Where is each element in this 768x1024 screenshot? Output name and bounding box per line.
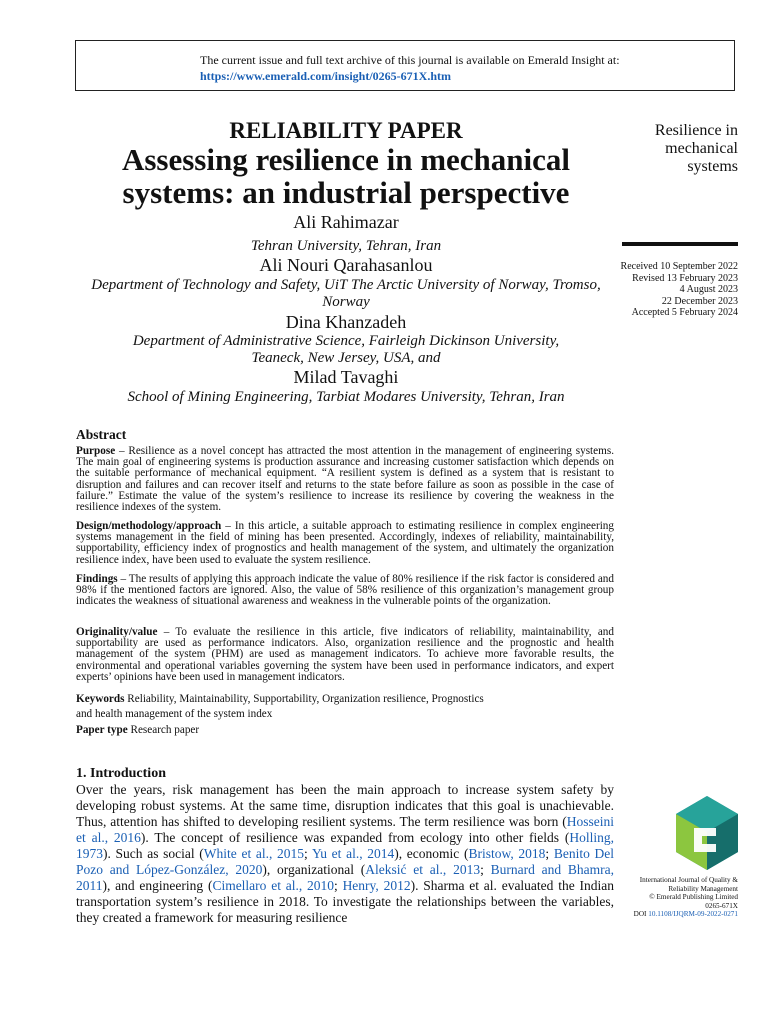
notice-text: The current issue and full text archive of this journal is available on Emerald Insight at:: [200, 53, 620, 67]
body-text: ;: [545, 846, 554, 861]
author-affiliation: Department of Technology and Safety, UiT The Arctic University of Norway, Tromso, Norway: [91, 277, 601, 310]
paper-type-text: Research paper: [127, 724, 200, 736]
date-revised: 4 August 2023: [679, 284, 738, 295]
abstract-findings: [76, 574, 614, 608]
citation-link[interactable]: Hosseini et al., 2016: [76, 814, 614, 845]
body-text: ;: [304, 846, 312, 861]
purpose-text: – Resilience as a novel concept has attracted the most attention in the management of engineering systems. The main goal of engineering systems is production assurance and increasing customer satisfaction which depends on the suitable performance of mechanical equipment. “A resilient system is defined as a system that is resistant to disruption and failures and can recover itself and returns to the state before failure as soon as possible in the case of failure.” Estimate the value of the system’s resilience to increase its resilience by covering the weakness in the resilience indexes of the system.: [76, 445, 614, 514]
body-text: ). The concept of resilience was expanded from ecology into other fields (: [140, 830, 570, 845]
journal-info: [608, 876, 738, 919]
article-dates: [600, 261, 738, 319]
journal-notice-box: [75, 40, 735, 91]
body-text: ;: [480, 862, 491, 877]
paper-title: [76, 143, 616, 209]
body-text: ). Sharma et al. evaluated the Indian transportation system’s resilience in 2018. To investigate the relationships between the variables, they created a framework for measuring resilience: [76, 878, 614, 925]
body-text: ), organizational (: [262, 862, 366, 877]
author-name: Ali Rahimazar: [293, 212, 399, 232]
abstract-originality: [76, 627, 614, 683]
issn: 0265-671X: [705, 901, 738, 910]
doi-link[interactable]: 10.1108/IJQRM-09-2022-0271: [648, 910, 738, 919]
originality-label: Originality/value: [76, 626, 158, 638]
body-text: ), economic (: [394, 846, 469, 861]
citation-link[interactable]: Burnard and Bhamra, 2011: [76, 862, 614, 893]
author-affiliation: Tehran University, Tehran, Iran: [250, 238, 442, 254]
abstract-heading: Abstract: [76, 427, 127, 442]
body-text: Over the years, risk management has been the main approach to increase system safety by developing robust systems. At the same time, disruption indicates that this goal is unachievable. Thus, attention has shifted to developing resilient systems. The term resilience was born (: [76, 782, 614, 829]
findings-label: Findings: [76, 573, 118, 585]
date-revised: 22 December 2023: [661, 295, 738, 307]
abstract-purpose: [76, 446, 614, 513]
citation-link[interactable]: White et al., 2015: [203, 846, 305, 861]
body-text: ;: [334, 878, 343, 893]
author-name: Dina Khanzadeh: [285, 312, 407, 332]
doi-line: [608, 910, 738, 919]
citation-link[interactable]: Yu et al., 2014: [311, 846, 395, 861]
publisher-copyright: © Emerald Publishing Limited: [649, 893, 738, 902]
introduction-paragraph: [76, 782, 614, 926]
findings-text: – The results of applying this approach indicate the value of 80% resilience if the risk factor is considered and 98% if the mentioned factors are ignored. Also, the value of 58% resilience of this organization’s management group indicates the weakness of situational awareness and weakness in the vulnerable points of the organization.: [76, 573, 614, 608]
purpose-label: Purpose: [76, 445, 116, 457]
author-name: Ali Nouri Qarahasanlou: [259, 255, 433, 275]
keywords-label: Keywords: [76, 693, 125, 705]
journal-name: Reliability Management: [668, 884, 738, 893]
paper-type: [76, 723, 614, 738]
running-title: Resilience in mechanical systems: [654, 122, 738, 175]
keywords: [76, 692, 496, 722]
emerald-logo-icon: [676, 796, 738, 870]
paper-type-heading: RELIABILITY PAPER: [229, 118, 463, 143]
citation-link[interactable]: Bristow, 2018: [468, 846, 546, 861]
citation-link[interactable]: Aleksić et al., 2013: [365, 862, 481, 877]
date-received: Received 10 September 2022: [620, 261, 738, 272]
citation-link[interactable]: Henry, 2012: [342, 878, 411, 893]
date-revised: Revised 13 February 2023: [632, 272, 738, 284]
body-text: ). Such as social (: [103, 846, 204, 861]
design-label: Design/methodology/approach: [76, 520, 222, 532]
citation-link[interactable]: Benito Del Pozo and López-González, 2020: [76, 846, 614, 877]
design-text: – In this article, a suitable approach to estimating resilience in complex engineering systems management in the field of mining has been presented. Accordingly, indexes of reliability, maintainability, supportability, efficiency index of prognostics and health management of the system, and ultimately the organization resilience index, have been used to evaluate the system resilience.: [76, 520, 614, 566]
title-line-1: Assessing resilience in mechanical: [121, 142, 571, 177]
citation-link[interactable]: Holling, 1973: [76, 830, 614, 861]
abstract-design: [76, 521, 614, 566]
doi-label: DOI: [633, 910, 647, 919]
section-heading-introduction: 1. Introduction: [76, 766, 166, 781]
title-line-2: systems: an industrial perspective: [122, 175, 570, 210]
author-name: Milad Tavaghi: [293, 367, 399, 387]
date-accepted: Accepted 5 February 2024: [631, 307, 738, 318]
author-affiliation: Department of Administrative Science, Fairleigh Dickinson University, Teaneck, New Jersey, USA, and: [132, 333, 560, 366]
paper-type-label: Paper type: [76, 724, 128, 736]
side-divider: [622, 242, 738, 246]
originality-text: – To evaluate the resilience in this article, five indicators of reliability, maintainability, and supportability are used as performance indicators. Also, organization resilience and the prognostic and health management of the system (PHM) are used as management indicators. To achieve more favorable results, the environmental and operational variables governing the system have been used in performance indicators, and expert experts’ opinions have been used in management indicators.: [76, 626, 614, 683]
citation-link[interactable]: Cimellaro et al., 2010: [212, 878, 335, 893]
author-affiliation: School of Mining Engineering, Tarbiat Modares University, Tehran, Iran: [127, 389, 565, 405]
body-text: ), and engineering (: [102, 878, 213, 893]
journal-name: International Journal of Quality &: [639, 876, 738, 884]
keywords-text: Reliability, Maintainability, Supportability, Organization resilience, Prognostics and health management of the system index: [76, 693, 484, 720]
journal-url-link[interactable]: https://www.emerald.com/insight/0265-671X.htm: [200, 69, 451, 83]
